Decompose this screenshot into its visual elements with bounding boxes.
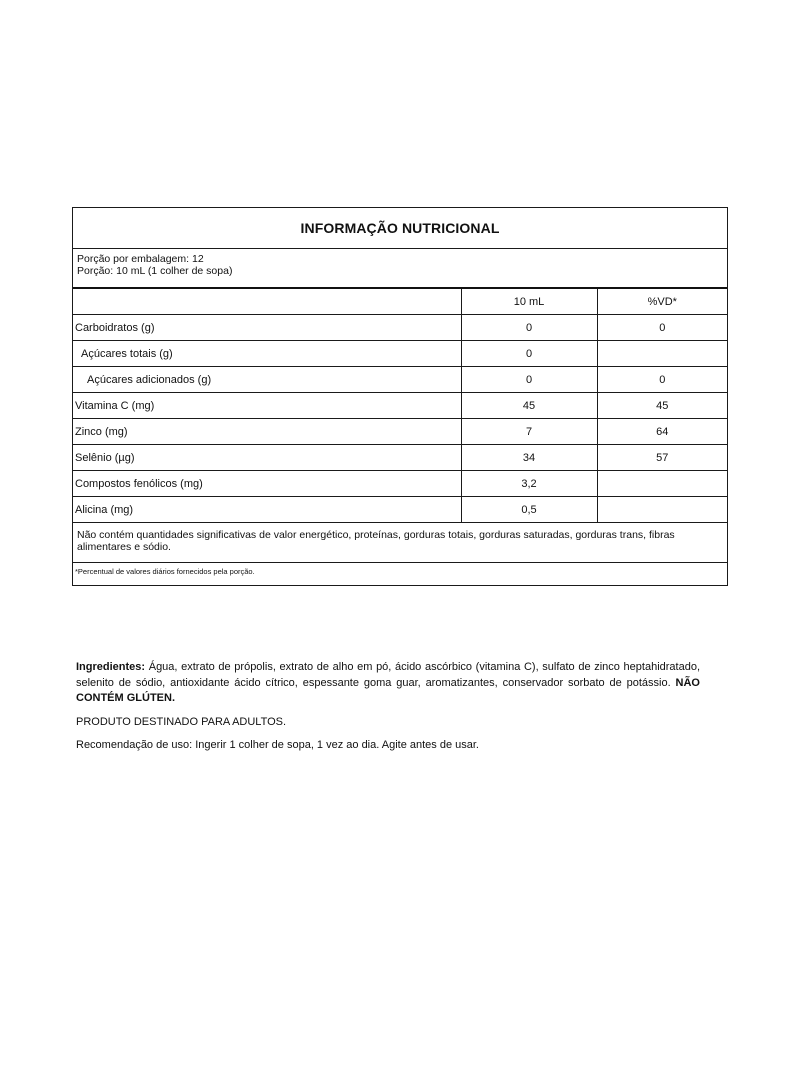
- nutrient-qty: 34: [461, 445, 597, 471]
- nutrient-vd: [597, 497, 727, 523]
- nutrient-name: Açúcares adicionados (g): [73, 367, 461, 393]
- nutrient-name: Carboidratos (g): [73, 315, 461, 341]
- product-text-block: [76, 660, 700, 754]
- nutrient-vd: 45: [597, 393, 727, 419]
- table-row: [73, 367, 727, 393]
- nutrient-vd: 64: [597, 419, 727, 445]
- nutrient-qty: 7: [461, 419, 597, 445]
- nutrient-name: Alicina (mg): [73, 497, 461, 523]
- nutrient-name: Compostos fenólicos (mg): [73, 471, 461, 497]
- nutrient-table: [73, 289, 727, 523]
- nutrient-vd: [597, 341, 727, 367]
- nutrient-qty: 0: [461, 341, 597, 367]
- ingredients-label: Ingredientes:: [76, 661, 146, 673]
- nutrient-vd: [597, 471, 727, 497]
- table-row: [73, 393, 727, 419]
- header-vd: %VD*: [597, 289, 727, 315]
- nutrition-facts-table: [72, 207, 728, 586]
- adult-notice: PRODUTO DESTINADO PARA ADULTOS.: [76, 715, 287, 728]
- nutrient-vd: 0: [597, 315, 727, 341]
- nutrient-vd: 0: [597, 367, 727, 393]
- ingredients-paragraph: [76, 660, 700, 707]
- nutrition-title: INFORMAÇÃO NUTRICIONAL: [73, 208, 727, 249]
- ingredients-text: Água, extrato de própolis, extrato de alho em pó, ácido ascórbico (vitamina C), sulfato de zinco heptahidratado, selenito de sódio, antioxidante ácido cítrico, espessante goma guar, aromatizantes, conservador sorbato de potássio.: [76, 661, 700, 689]
- nutrient-qty: 0: [461, 315, 597, 341]
- portion-info: [73, 249, 727, 289]
- insignificant-amounts-note: Não contém quantidades significativas de valor energético, proteínas, gorduras totais, gorduras saturadas, gorduras trans, fibras alimentares e sódio.: [73, 523, 727, 563]
- table-row: [73, 471, 727, 497]
- header-qty: 10 mL: [461, 289, 597, 315]
- nutrient-name: Zinco (mg): [73, 419, 461, 445]
- table-row: [73, 445, 727, 471]
- nutrient-name: Vitamina C (mg): [73, 393, 461, 419]
- table-row: [73, 419, 727, 445]
- table-row: [73, 341, 727, 367]
- nutrient-name: Selênio (µg): [73, 445, 461, 471]
- gluten-statement: NÃO CONTÉM GLÚTEN.: [76, 676, 700, 704]
- table-header-row: [73, 289, 727, 315]
- nutrient-vd: 57: [597, 445, 727, 471]
- table-row: [73, 497, 727, 523]
- portions-per-package: Porção por embalagem: 12: [77, 253, 204, 265]
- header-name: [73, 289, 461, 315]
- nutrient-qty: 3,2: [461, 471, 597, 497]
- nutrient-name: Açúcares totais (g): [73, 341, 461, 367]
- nutrient-qty: 45: [461, 393, 597, 419]
- portion-size: Porção: 10 mL (1 colher de sopa): [77, 265, 233, 277]
- usage-recommendation: Recomendação de uso: Ingerir 1 colher de sopa, 1 vez ao dia. Agite antes de usar.: [76, 739, 479, 751]
- nutrient-qty: 0,5: [461, 497, 597, 523]
- table-row: [73, 315, 727, 341]
- nutrient-qty: 0: [461, 367, 597, 393]
- daily-value-footnote: *Percentual de valores diários fornecidos pela porção.: [75, 567, 255, 576]
